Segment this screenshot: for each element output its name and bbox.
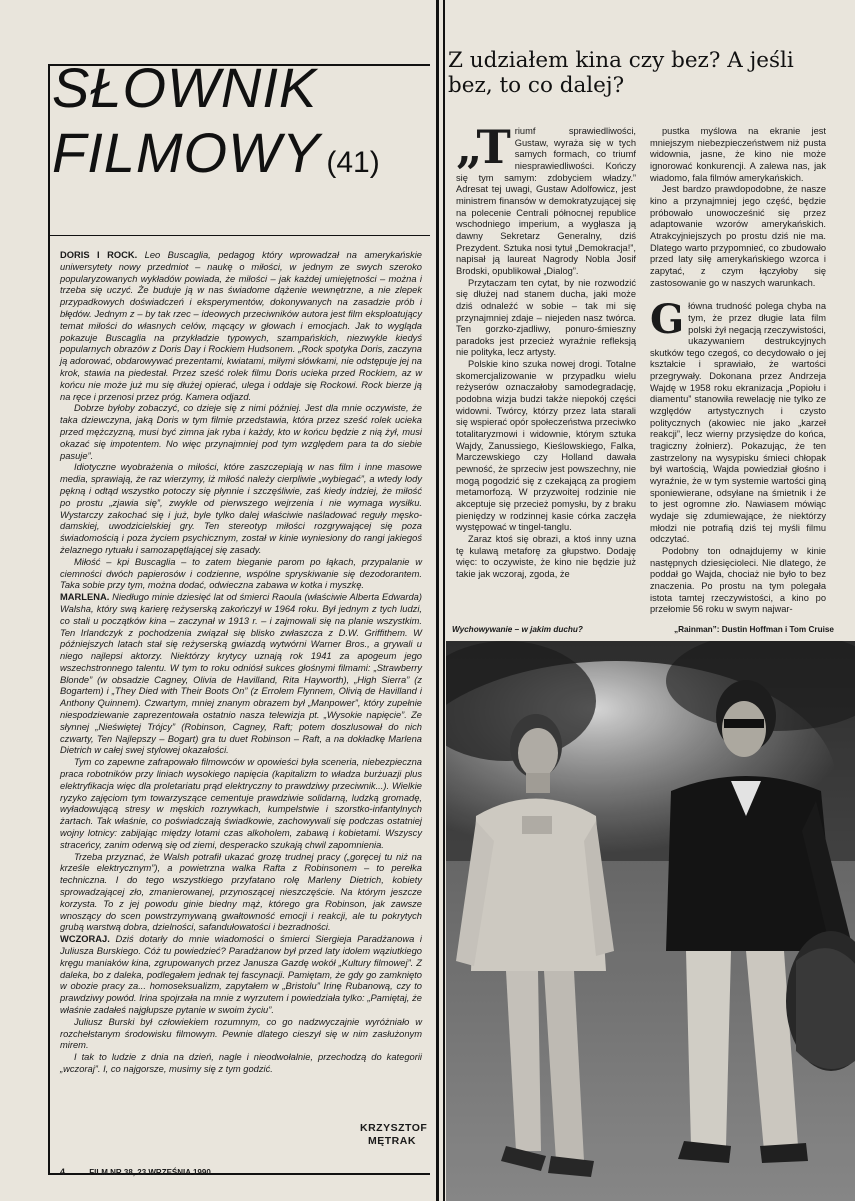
paragraph-text: Tym co zapewne zafrapowało filmowców w opowieści była sceneria, niebezpieczna praca robotników przy liniach wysokiego napięcia (kapitalizm to władza burżuazji plus elektryfikacja więc dla proletariatu prąd elektryczny to prawdziwy przeciwnik...). Wielkie ryzyko zajęciom tym towarzyszące cementuje prawdziwie solidarną, ludzką gromadę, wyładowującą stresy w męskich rozrywkach, kumpelstwie i szorstko-infantylnych żartach. Tak właśnie, co poświadczają świadkowie, zachowywali się podczas ostatniej wojny lotnicy: zabijając między lotami czas alkoholem, zabawą i kobietami. Wszyscy straceńcy, zanim oderwą się od ziemi, desperacko szukają chwil zapomnienia. <box>60 757 422 850</box>
section-heading: WCZORAJ. <box>60 934 110 945</box>
photo-caption-right: „Rainman”: Dustin Hoffman i Tom Cruise <box>674 625 834 634</box>
right-paragraph: Podobny ton odnajdujemy w kinie następnych dziesięcioleci. Nie dlatego, że poddał go Wajda, chociaż nie było to bez znaczenia. Po prostu na tym polegała istota tamtej rzeczywistości, a kino po przełomie 56 roku w swym najwar- <box>650 545 826 615</box>
left-article-body <box>60 250 422 1076</box>
right-headline: Z udziałem kina czy bez? A jeśli bez, to co dalej? <box>448 48 794 98</box>
right-column-2 <box>650 126 826 616</box>
first-paragraph <box>456 120 636 278</box>
paragraph-text: Niedługo minie dziesięć lat od śmierci Raoula (właściwie Alberta Edwarda) Walsha, który swą karierę reżyserską zakończył w 1964 roku. Był jednym z tych ludzi, co stali u początków kina – zaczynał w 1913 r. – i zajmowali się na planie wszystkim. Ten Irlandczyk z pochodzenia związał się blisko zwłaszcza z D.W. Griffithem. W późniejszych latach stał się reżyserską gwiazdą wytwórni Warner Bros., a grywali u niego najlepsi aktorzy. Niektórzy krytycy uznają rok 1941 za apogeum jego wszechstronnego talentu. W tym to roku odniósł sukces głośnymi filmami: „Strawberry Blonde” (w obsadzie Cagney, Olivia de Havilland, Rita Hayworth), „High Sierra” (z Bogartem) i „They Died with Their Boots On” (z Errolem Flynnem, Olivią de Havilland i Anthony Quinnem). Czwartym, mniej znanym obrazem był „Manpower”, który zupełnie niespodziewanie zaprezentowała ostatnio nasza telewizja pt. „Wysokie napięcie”. Ze słynnej „Nieświętej Trójcy” (Robinson, Cagney, Raft; potem doszlusował do nich czwarty, Ten Najlepszy – Bogart) gra tu duet Robinson – Raft, a na dokładkę Marlena Dietrich w całej swej stylowej okazałości. <box>60 592 422 756</box>
right-paragraph: pustka myślowa na ekranie jest mniejszym niebezpieczeństwem niż pusta widownia, jasne, że kino nie może ignorować konkurencji. A zalewa nas, jak wiadomo, fala filmów amerykańskich. <box>650 126 826 183</box>
header-rule <box>48 235 430 236</box>
title-word: FILMOWY <box>52 121 321 184</box>
section-heading: DORIS I ROCK. <box>60 250 138 260</box>
first-paragraph-text: riumf sprawiedliwości, Gustaw, wyraża się w tych samych formach, co triumf niesprawiedliwości. Kończy się tym samym: zdobyciem władzy.” Adresat tej uwagi, Gustaw Adolfowicz, jest ministrem finansów w demokratyzującej się na polecenie Centrali północnej republice wschodniego imperium, a wygłasza ją dawny Sekretarz Generalny, dziś Prezydent. Sztuka nosi tytuł „Demokracja!”, napisał ją laureat Nagrody Nobla Josif Brodski, opublikował „Dialog”. <box>456 126 636 276</box>
section-heading: MARLENA. <box>60 592 110 603</box>
dictionary-title <box>52 58 432 196</box>
left-border <box>48 64 50 1174</box>
author-first-name: KRZYSZTOF <box>360 1122 428 1134</box>
section-paragraph-text: łówna trudność polega chyba na tym, że przez długie lata film polski żył negacją rzeczywistości, ukazywaniem destrukcyjnych skutków tego czegoś, co decydowało o jej kształcie i sprawiało, że wartości przegrywały. Dokonana przez Andrzeja Wajdę w 1958 roku ekranizacja „Popiołu i diamentu” stanowiła rewelację nie tylko ze względów artystycznych i czysto politycznych (akowiec nie jako „karzeł reakcji”, lecz wierny przysiędze do końca, tragiczny żołnierz). Pokazując, że ten zastrzelony na wysypisku śmieci chłopak był wartością, Wajda powiedział głośno i wyraźnie, że w tym systemie wartości giną sponiewierane, odsyłane na śmietnik i że to jest ogromne zło. Nawiasem mówiąc wydaje się zdumiewające, że niektórzy młodzi nie potrafią dziś tej myśli filmu odczytać. <box>650 301 826 545</box>
issue-info: FILM NR 38, 23 WRZEŚNIA 1990 <box>89 1168 211 1177</box>
left-paragraph <box>60 1017 422 1052</box>
page-footer <box>60 1167 211 1177</box>
left-paragraph <box>60 757 422 851</box>
paragraph-text: I tak to ludzie z dnia na dzień, nagle i nieodwołalnie, przechodzą do kategorii „wczoraj”. I, co najgorsze, musimy się z tym godzić. <box>60 1052 422 1074</box>
left-paragraph <box>60 557 422 592</box>
paragraph-text: Idiotyczne wyobrażenia o miłości, które zaszczepiają w nas film i inne masowe media, sprawiają, że raz wierzymy, iż miłość należy cierpliwie „wybiegać”, a wtedy lody pękną i odtąd wszystko potoczy się płynnie i szczęśliwie, zaś kiedy indziej, że miłość po prostu „zjawia się”, zwykle od pierwszego wejrzenia i nie wymaga wysiłku. Wystarczy zakochać się i już, byle tylko dalej właściwie naśladować reguły męsko-damskiej, uwodzicielskiej gry. Ten stereotyp miłości rozgrywającej się poza świadomością i poza życiem psychicznym, został w kinie wyniesiony do rangi jakiegoś żelaznego rytuału i samozapętlającej się zasady. <box>60 462 422 555</box>
page-number: 4 <box>60 1167 66 1177</box>
film-still-photo <box>446 641 855 1201</box>
column-divider <box>436 0 439 1201</box>
right-paragraph: Zaraz ktoś się obrazi, a ktoś inny uzna tę kulawą metaforę za głupstwo. Dodaję więc: to oczywiste, że kino nie będzie już takie jak wczoraj, zgoda, że <box>456 533 636 579</box>
left-paragraph <box>60 250 422 403</box>
right-paragraph: Przytaczam ten cytat, by nie rozwodzić się dłużej nad stanem ducha, jaki może dziś odnaleźć w sobie – tak mi się przynajmniej zdaje – niejeden nasz twórca. Ten gorzko-zjadliwy, ponuro-śmieszny paradoks jest przecież wyraźnie refleksją nie polityka, lecz artysty. <box>456 277 636 358</box>
left-paragraph <box>60 592 422 757</box>
left-paragraph <box>60 852 422 935</box>
drop-cap-t: „T <box>456 120 511 174</box>
drop-cap-g: G <box>650 296 685 344</box>
right-paragraph: Polskie kino szuka nowej drogi. Totalne skomercjalizowanie w przypadku wielu reżyserów oznaczałoby samodegradację, podobna wizja budzi także niepokój części widowni. Twórcy, którzy przez lata starali się wspierać opór społeczeństwa przeciwko totalitaryzmowi i widownie, którym sztuka Wajdy, Zanussiego, Kieślowskiego, Falka, Marczewskiego czy Holland dawała pewność, że sprzeciw jest powszechny, nie mogą pogodzić się z czekającą za progiem metamorfozą. W przyzwoitej rodzinie nie akceptuje się przecież pomysłu, by z braku pieniędzy w rodzinnej kasie córka zaczęła występować w tingel-tanglu. <box>456 359 636 533</box>
right-paragraph: Jest bardzo prawdopodobne, że nasze kino a przynajmniej jego część, będzie próbowało unowocześnić się przez adaptowanie wzorów amerykańskich. Atrakcyjniejszych po prostu dziś nie ma. Dlatego warto przypomnieć, co zbudowało przed laty siłę amerykańskiego wzorca i zapytać, z czym łączyłoby się zastosowanie go w naszych warunkach. <box>650 184 826 288</box>
paragraph-text: Dziś dotarły do mnie wiadomości o śmierci Siergieja Paradżanowa i Juliusza Burskiego. Cóż tu powiedzieć? Paradżanow był przed laty idolem wąziutkiego kręgu maniaków kina, zgrupowanych przez Janusza Gazdę wokół „Kultury filmowej”. Z daleka, bo z daleka, podlegałem jednak tej fascynacji. Pamiętam, że gdy go zamknięto w obozie pracy za... homoseksualizm, zapytałem w „Bristolu” Irinę Rubanową, czy to prawdziwy powód. Irina spojrzała na mnie z wyrzutem i powiedziała tylko: „Pamiętaj, że właśnie zadałeś najgłupsze pytanie w swoim życiu”. <box>60 934 422 1015</box>
photo-caption-left: Wychowywanie – w jakim duchu? <box>452 625 583 634</box>
author-last-name: MĘTRAK <box>368 1135 416 1147</box>
paragraph-text: Juliusz Burski był człowiekiem rozumnym, co go nadzwyczajnie wyróżniało w rozchełstanym środowisku filmowym. Pewnie dlatego cieszył się w nim zasłużonym mirem. <box>60 1016 422 1051</box>
author-signature <box>360 1122 430 1148</box>
right-column-1 <box>456 120 636 581</box>
left-paragraph <box>60 462 422 556</box>
paragraph-text: Miłość – kpi Buscaglia – to zatem bieganie parom po łąkach, przypalanie w ciemności dwóch papierosów i codzienne, wspólne spryskiwanie się dezodorantem. Taka sobie przy tym, można dodać, odwieczna zabawa w kotka i myszkę. <box>60 556 422 591</box>
left-paragraph <box>60 934 422 1017</box>
title-line-2 <box>52 120 432 196</box>
paragraph-text: Dobrze byłoby zobaczyć, co dzieje się z nimi później. Jest dla mnie oczywiste, że taka dziewczyna, jaką Doris w tym filmie przedstawia, która przez sześć rolek ucieka przed mężczyzną, musi być zimna jak ryba i każdy, kto w końcu będzie z nią żył, musi okazać się impotentem. No więc przynajmniej pod tym względem para ta do siebie pasuje”. <box>60 403 422 461</box>
paragraph-text: Trzeba przyznać, że Walsh potrafił ukazać grozę trudnej pracy („goręcej tu niż na krześle elektrycznym”), a powietrzna walka Rafta z Robinsonem – to perełka techniczna. I do tego wszystkiego przyfatano rolę Marleny Dietrich, kobiety sprowadzającej zło, zmanierowanej, przynoszącej nieszczęście. Na którym jeszcze korzysta. To z jej powodu ginie biedny mąż, którego gra Robinson, jak zawsze wnoszący do scen powstrzymywaną gwałtowność emocji i reakcji, ale tu pokrytych grubą warstwą dobra, dzielności, safandułowatości i bezradności. <box>60 851 422 933</box>
paragraph-text: Leo Buscaglia, pedagog który wprowadzał na amerykańskie uniwersytety nowy przedmiot – naukę o miłości, w jednym ze swych szeroko popularyzowanych wykładów powiada, że miłości – jak każdej umiejętności – można i trzeba się uczyć. Że buduje ją w nas świadome dążenie wewnętrzne, a nie zlepek przypadkowych doświadczeń i eksperymentów, dokonywanych na zasadzie prób i błędów. Jednym z – by tak rzec – ideowych przeciwników autora jest film eksploatujący temat miłości do własnych celów, mącący w głowach i emocjach. Jak to wygląda pokazuje Buscaglia na przykładzie typowych, szampańskich, niezwykle kiedyś popularnych obrazów z Doris Day i Rockiem Hudsonem. „Rock spotyka Doris, zaczyna ją adorować, obdarowywać prezentami, kwiatami, miłymi słówkami, nie odstępuje jej na krok, stawia na piedestał. Przez sześć rolek filmu Doris ucieka przed Rockiem, az w końcu nie może już mu się dłużej opierać, ulega i oddaje się Rockowi. Rock bierze ją na ręce i przenosi przez próg. Kamera odjazd. <box>60 250 422 402</box>
left-paragraph <box>60 1052 422 1076</box>
right-column-divider <box>443 0 445 1201</box>
section-paragraph <box>650 296 826 546</box>
left-paragraph <box>60 403 422 462</box>
title-line-1: SŁOWNIK <box>52 56 318 119</box>
title-number: (41) <box>326 146 380 179</box>
